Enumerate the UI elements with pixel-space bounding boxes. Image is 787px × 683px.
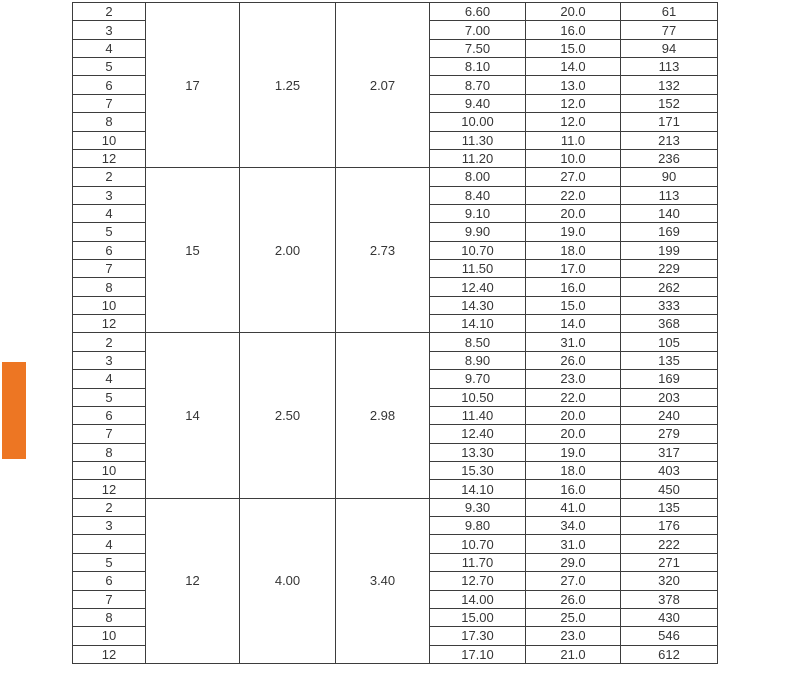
value2-cell: 23.0 <box>526 370 621 388</box>
value3-cell: 368 <box>621 315 718 333</box>
size-cell: 4 <box>73 39 146 57</box>
value1-cell: 8.50 <box>430 333 526 351</box>
group-key-cell: 17 <box>146 3 240 168</box>
value1-cell: 11.20 <box>430 149 526 167</box>
value2-cell: 15.0 <box>526 296 621 314</box>
value3-cell: 317 <box>621 443 718 461</box>
value3-cell: 546 <box>621 627 718 645</box>
value2-cell: 21.0 <box>526 645 621 663</box>
size-cell: 7 <box>73 94 146 112</box>
value1-cell: 7.00 <box>430 21 526 39</box>
size-cell: 12 <box>73 149 146 167</box>
orange-highlight-marker <box>2 362 26 459</box>
value1-cell: 8.00 <box>430 168 526 186</box>
size-cell: 10 <box>73 131 146 149</box>
size-cell: 6 <box>73 76 146 94</box>
value1-cell: 14.10 <box>430 480 526 498</box>
value1-cell: 17.10 <box>430 645 526 663</box>
value2-cell: 29.0 <box>526 553 621 571</box>
value2-cell: 23.0 <box>526 627 621 645</box>
value3-cell: 113 <box>621 186 718 204</box>
group-key-cell: 14 <box>146 333 240 498</box>
value2-cell: 13.0 <box>526 76 621 94</box>
table-row <box>73 3 718 21</box>
value2-cell: 25.0 <box>526 608 621 626</box>
value3-cell: 90 <box>621 168 718 186</box>
value2-cell: 31.0 <box>526 535 621 553</box>
value3-cell: 169 <box>621 223 718 241</box>
value3-cell: 236 <box>621 149 718 167</box>
size-cell: 3 <box>73 21 146 39</box>
size-cell: 12 <box>73 315 146 333</box>
size-cell: 4 <box>73 370 146 388</box>
value2-cell: 20.0 <box>526 3 621 21</box>
value1-cell: 11.30 <box>430 131 526 149</box>
size-cell: 6 <box>73 572 146 590</box>
value1-cell: 12.70 <box>430 572 526 590</box>
value1-cell: 12.40 <box>430 425 526 443</box>
value3-cell: 132 <box>621 76 718 94</box>
value2-cell: 11.0 <box>526 131 621 149</box>
value2-cell: 14.0 <box>526 58 621 76</box>
group-factor-cell: 3.40 <box>336 498 430 663</box>
size-cell: 8 <box>73 113 146 131</box>
value1-cell: 10.50 <box>430 388 526 406</box>
value3-cell: 262 <box>621 278 718 296</box>
value3-cell: 378 <box>621 590 718 608</box>
value2-cell: 17.0 <box>526 260 621 278</box>
size-cell: 2 <box>73 498 146 516</box>
value3-cell: 271 <box>621 553 718 571</box>
value2-cell: 12.0 <box>526 113 621 131</box>
value2-cell: 19.0 <box>526 443 621 461</box>
value2-cell: 20.0 <box>526 406 621 424</box>
value3-cell: 171 <box>621 113 718 131</box>
value2-cell: 26.0 <box>526 590 621 608</box>
value2-cell: 20.0 <box>526 204 621 222</box>
size-cell: 5 <box>73 58 146 76</box>
size-cell: 8 <box>73 443 146 461</box>
size-cell: 10 <box>73 296 146 314</box>
table-body <box>73 3 718 664</box>
group-factor-cell: 2.07 <box>336 3 430 168</box>
value3-cell: 333 <box>621 296 718 314</box>
value2-cell: 18.0 <box>526 241 621 259</box>
value3-cell: 430 <box>621 608 718 626</box>
value2-cell: 19.0 <box>526 223 621 241</box>
table-row <box>73 498 718 516</box>
group-ratio-cell: 1.25 <box>240 3 336 168</box>
size-cell: 3 <box>73 351 146 369</box>
value3-cell: 403 <box>621 461 718 479</box>
value3-cell: 213 <box>621 131 718 149</box>
value1-cell: 17.30 <box>430 627 526 645</box>
value2-cell: 12.0 <box>526 94 621 112</box>
value3-cell: 229 <box>621 260 718 278</box>
value2-cell: 22.0 <box>526 388 621 406</box>
size-cell: 7 <box>73 425 146 443</box>
size-cell: 2 <box>73 168 146 186</box>
table-row <box>73 333 718 351</box>
value2-cell: 15.0 <box>526 39 621 57</box>
value1-cell: 10.70 <box>430 241 526 259</box>
value2-cell: 34.0 <box>526 517 621 535</box>
value2-cell: 16.0 <box>526 480 621 498</box>
value3-cell: 176 <box>621 517 718 535</box>
value2-cell: 20.0 <box>526 425 621 443</box>
value1-cell: 10.00 <box>430 113 526 131</box>
size-cell: 6 <box>73 241 146 259</box>
value3-cell: 240 <box>621 406 718 424</box>
value2-cell: 10.0 <box>526 149 621 167</box>
value2-cell: 27.0 <box>526 572 621 590</box>
value1-cell: 9.10 <box>430 204 526 222</box>
value2-cell: 16.0 <box>526 278 621 296</box>
size-cell: 12 <box>73 645 146 663</box>
value1-cell: 9.70 <box>430 370 526 388</box>
value1-cell: 14.10 <box>430 315 526 333</box>
value2-cell: 41.0 <box>526 498 621 516</box>
value2-cell: 16.0 <box>526 21 621 39</box>
value1-cell: 13.30 <box>430 443 526 461</box>
value3-cell: 152 <box>621 94 718 112</box>
value1-cell: 14.30 <box>430 296 526 314</box>
group-key-cell: 15 <box>146 168 240 333</box>
value1-cell: 15.00 <box>430 608 526 626</box>
size-cell: 10 <box>73 461 146 479</box>
size-cell: 6 <box>73 406 146 424</box>
size-cell: 5 <box>73 388 146 406</box>
value3-cell: 222 <box>621 535 718 553</box>
value2-cell: 22.0 <box>526 186 621 204</box>
value1-cell: 7.50 <box>430 39 526 57</box>
value3-cell: 450 <box>621 480 718 498</box>
size-cell: 12 <box>73 480 146 498</box>
size-cell: 8 <box>73 278 146 296</box>
group-factor-cell: 2.73 <box>336 168 430 333</box>
value1-cell: 11.40 <box>430 406 526 424</box>
value1-cell: 8.70 <box>430 76 526 94</box>
value2-cell: 31.0 <box>526 333 621 351</box>
value3-cell: 94 <box>621 39 718 57</box>
group-factor-cell: 2.98 <box>336 333 430 498</box>
value3-cell: 135 <box>621 351 718 369</box>
size-cell: 2 <box>73 3 146 21</box>
value2-cell: 18.0 <box>526 461 621 479</box>
value3-cell: 199 <box>621 241 718 259</box>
value1-cell: 11.70 <box>430 553 526 571</box>
value1-cell: 9.80 <box>430 517 526 535</box>
value1-cell: 6.60 <box>430 3 526 21</box>
size-cell: 2 <box>73 333 146 351</box>
size-cell: 3 <box>73 186 146 204</box>
size-cell: 7 <box>73 260 146 278</box>
value3-cell: 279 <box>621 425 718 443</box>
size-cell: 5 <box>73 223 146 241</box>
size-cell: 4 <box>73 204 146 222</box>
size-cell: 4 <box>73 535 146 553</box>
data-table <box>72 2 718 664</box>
value3-cell: 140 <box>621 204 718 222</box>
group-ratio-cell: 2.50 <box>240 333 336 498</box>
value2-cell: 27.0 <box>526 168 621 186</box>
value1-cell: 11.50 <box>430 260 526 278</box>
size-cell: 8 <box>73 608 146 626</box>
value1-cell: 9.40 <box>430 94 526 112</box>
value2-cell: 14.0 <box>526 315 621 333</box>
value3-cell: 113 <box>621 58 718 76</box>
value2-cell: 26.0 <box>526 351 621 369</box>
value1-cell: 12.40 <box>430 278 526 296</box>
group-ratio-cell: 4.00 <box>240 498 336 663</box>
value3-cell: 105 <box>621 333 718 351</box>
value1-cell: 10.70 <box>430 535 526 553</box>
value3-cell: 320 <box>621 572 718 590</box>
value1-cell: 8.10 <box>430 58 526 76</box>
size-cell: 7 <box>73 590 146 608</box>
value3-cell: 77 <box>621 21 718 39</box>
value3-cell: 203 <box>621 388 718 406</box>
value1-cell: 9.30 <box>430 498 526 516</box>
value1-cell: 9.90 <box>430 223 526 241</box>
size-cell: 10 <box>73 627 146 645</box>
table-row <box>73 168 718 186</box>
value1-cell: 8.90 <box>430 351 526 369</box>
group-key-cell: 12 <box>146 498 240 663</box>
value1-cell: 8.40 <box>430 186 526 204</box>
value1-cell: 14.00 <box>430 590 526 608</box>
group-ratio-cell: 2.00 <box>240 168 336 333</box>
value1-cell: 15.30 <box>430 461 526 479</box>
size-cell: 3 <box>73 517 146 535</box>
size-cell: 5 <box>73 553 146 571</box>
value3-cell: 612 <box>621 645 718 663</box>
value3-cell: 61 <box>621 3 718 21</box>
value3-cell: 169 <box>621 370 718 388</box>
value3-cell: 135 <box>621 498 718 516</box>
